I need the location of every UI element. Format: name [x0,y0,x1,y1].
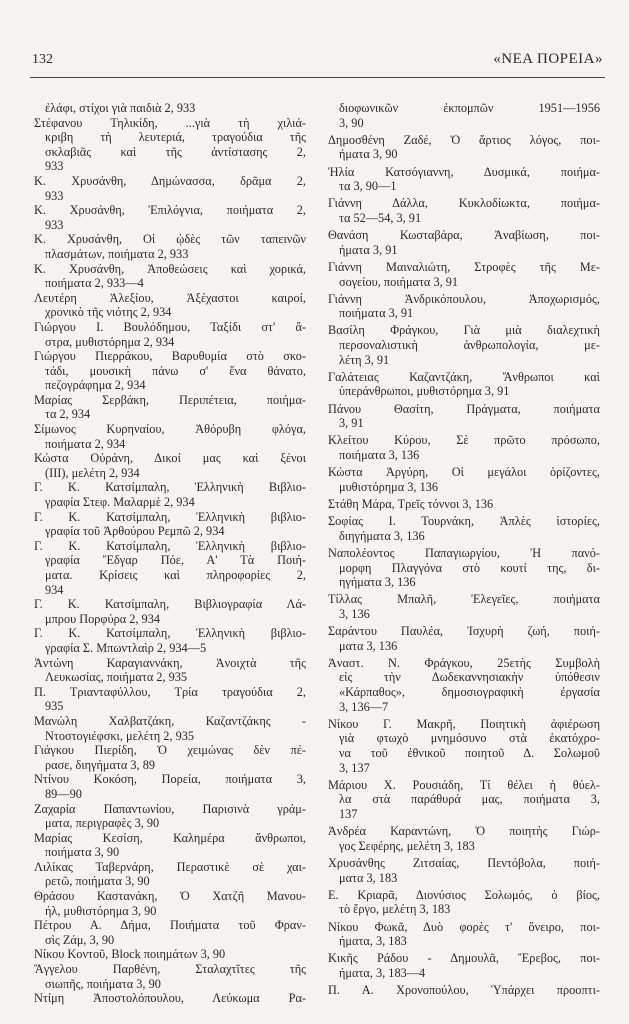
entry-line: ματα. Κρίσεις καὶ πληροφορίες 2, [45,568,306,582]
entry-line: 934 [45,582,64,597]
entry-line: Ντοστογιέφσκι, μελέτη 2, 935 [45,728,195,743]
entry-line: 3, 91 [339,416,364,431]
entry-line: ματα, περιγραφὲς 3, 90 [45,816,160,831]
entry-line: Γιάννη Ἀνδρικόπουλου, Ἀποχωρισμός, [328,291,600,306]
entry-line: ποιήματα 2, 933—4 [45,276,144,291]
entry-line: γος Σεφέρης, μελέτη 3, 183 [339,838,475,853]
entry-line: να τοῦ ἐθνικοῦ ποιητοῦ Δ. Σολωμοῦ [339,746,600,761]
header-rule [30,77,605,78]
entry-line: Στέφανου Τηλικίδη, ...γιὰ τὴ χιλιά- [34,115,306,130]
entry-line: 89—90 [45,786,82,801]
entry-line: Κώστα Οὐράνη, Δικοί μας καὶ ξένοι [34,451,306,466]
entry-line: Γ. Κ. Κατσίμπαλη, Ἑλληνικὴ βιβλιο- [34,509,306,524]
index-entry [328,497,600,512]
entry-line: σογείου, ποιήματα 3, 91 [339,274,459,289]
entry-line: ποιήματα 2, 934 [45,436,126,451]
entry-line: Λιλίκας Ταβερνάρη, Περαστικὲ σὲ χαι- [34,859,306,874]
entry-line: Γιώργου Πιερράκου, Βαρυθυμία στὸ σκο- [34,349,306,364]
entry-line: Ε. Κριαρᾶ, Διονύσιος Σολωμός, ὁ βίος, [328,887,600,902]
entry-line: Δημοσθένη Ζαδέ, Ὁ ἄρτιος λόγος, ποι- [328,132,600,147]
entry-line: Κλείτου Κύρου, Σὲ πρῶτο πρόσωπο, [328,433,600,448]
index-entry [34,480,306,509]
left-column [34,101,306,1006]
index-entry [34,772,306,801]
index-entry [34,656,306,685]
entry-line: «Κάρπαθος», δημοσιογραφικὴ ἐργασία [339,685,600,700]
entry-line: Γιώργου Ι. Βουλόδημου, Ταξίδι στ' ἄ- [34,319,306,334]
entry-line: Γιάννη Μαιναλιώτη, Στροφὲς τῆς Με- [328,259,600,274]
entry-line: σκλαβιᾶς καὶ τῆς ἀντίστασης 2, [45,144,306,159]
index-entry [328,624,600,653]
entry-line: ματα 3, 183 [339,870,398,885]
index-entry [328,983,600,998]
entry-line: Ντίμη Ἀποστολόπουλου, Λεύκωμα Ρα- [34,991,306,1006]
entry-line: τὸ ἔργο, μελέτη 3, 183 [339,902,451,917]
entry-line: λέτη 3, 91 [339,352,390,367]
index-entry [328,546,600,590]
index-entry [34,451,306,480]
entry-line: Πάνου Θασίτη, Πράγματα, ποιήματα [328,401,600,416]
index-entry [34,831,306,860]
entry-line: ηγήματα 3, 136 [339,575,416,590]
entry-line: ποιήματα 3, 90 [45,845,120,860]
entry-line: ήματα 3, 90 [339,147,398,162]
index-entry [34,510,306,539]
entry-line: γραφία Σ. Μπωντλαὶρ 2, 934—5 [45,640,207,655]
index-entry [34,685,306,714]
index-entry [34,291,306,320]
index-entry [328,402,600,431]
entry-line: μυθιστόρημα 3, 136 [339,479,439,494]
entry-line: Λευτέρη Ἀλεξίου, Ἀξέχαστοι καιροί, [34,290,306,305]
index-entry [34,860,306,889]
index-entry [34,203,306,232]
entry-line: (ΙΙΙ), μελέτη 2, 934 [45,465,140,480]
index-entry [328,951,600,980]
index-entry [328,165,600,194]
entry-line: ὑπεράνθρωποι, μυθιστόρημα 3, 91 [339,384,510,399]
entry-line: Ναπολέοντος Παπαγιωργίου, Ἡ πανό- [328,545,600,560]
journal-title: «ΝΕΑ ΠΟΡΕΙΑ» [493,51,603,67]
entry-line: ἐλάφι, στίχοι γιὰ παιδιὰ 2, 933 [45,101,196,115]
entry-line: ρασε, διηγήματα 3, 89 [45,757,156,772]
entry-line: σὶς Ζάμ, 3, 90 [45,932,115,947]
entry-line: διηγήματα 3, 136 [339,528,425,543]
index-entry [328,433,600,462]
index-entry [34,918,306,947]
index-entry [34,889,306,918]
index-entry [328,717,600,775]
index-entry [328,824,600,853]
index-entry [328,514,600,543]
entry-line: Ἀναστ. Ν. Φράγκου, 25ετὴς Συμβολὴ [328,655,600,670]
index-entry [328,920,600,949]
entry-line: Νίκου Φωκᾶ, Δυὸ φορὲς τ' ὄνειρο, ποι- [328,919,600,934]
entry-line: 933 [45,217,64,232]
entry-line: 933 [45,188,64,203]
entry-line: Γ. Κ. Κατσίμπαλη, Ἑλληνικὴ βιβλιο- [34,538,306,553]
entry-line: Ντίνου Κοκόση, Πορεία, ποιήματα 3, [34,772,306,787]
entry-line: Μάριου Χ. Ρουσιάδη, Τί θέλει ἡ θύελ- [328,777,600,792]
index-entry [34,393,306,422]
entry-line: Γαλάτειας Καζαντζάκη, Ἄνθρωποι καὶ [328,369,600,384]
entry-line: Σοφίας Ι. Τουρνάκη, Ἁπλὲς ἱστορίες, [328,514,600,529]
index-entry [34,991,306,1006]
entry-line: Π. Τριανταφύλλου, Τρία τραγούδια 2, [34,684,306,699]
entry-line: Π. Α. Χρονοπούλου, Ὑπάρχει προοπτι- [328,983,600,998]
index-entry [34,802,306,831]
entry-line: γραφία Ἔδγαρ Πόε, Α' Τὰ Ποιή- [45,553,306,568]
entry-line: 933 [45,159,64,174]
index-entry [34,116,306,174]
entry-line: Ἀνδρέα Καραντώνη, Ὁ ποιητὴς Γιώρ- [328,824,600,839]
index-entry [34,232,306,261]
entry-line: ποιήματα 3, 91 [339,306,414,321]
entry-line: ήματα, 3, 183—4 [339,965,426,980]
entry-line: Κ. Χρυσάνθη, Δημώνασσα, δρᾶμα 2, [34,173,306,188]
entry-line: πλασμάτων, ποιήματα 2, 933 [45,246,189,261]
entry-line: Γ. Κ. Κατσίμπαλη, Ἑλληνικὴ Βιβλιο- [34,480,306,495]
entry-line: τάδι, μουσικὴ πάνω σ' ἕνα θάνατο, [45,363,306,378]
index-entry [328,592,600,621]
entry-line: γραφία Στεφ. Μαλαρμὲ 2, 934 [45,495,195,510]
entry-line: Μαρίας Σερβάκη, Περιπέτεια, ποιήμα- [34,392,306,407]
index-entry [34,101,306,116]
entry-line: ματα 3, 136 [339,638,398,653]
index-entry [34,962,306,991]
entry-line: Κ. Χρυσάνθη, Ἀποθεώσεις καὶ χορικά, [34,261,306,276]
entry-line: 3, 136 [339,606,370,621]
entry-line: Γιάγκου Πιερίδη, Ὁ χειμώνας δὲν πέ- [34,743,306,758]
entry-line: Γ. Κ. Κατσίμπαλη, Ἑλληνικὴ βιβλιο- [34,626,306,641]
index-entry [34,320,306,349]
index-entry [34,597,306,626]
entry-line: Ζαχαρία Παπαντωνίου, Παρισινὰ γράμ- [34,801,306,816]
entry-line: χρονικὸ τῆς νιότης 2, 934 [45,305,172,320]
entry-line: ήματα 3, 91 [339,242,398,257]
entry-line: Μανώλη Χαλβατζάκη, Καζαντζάκης - [34,713,306,728]
entry-line: τα 52—54, 3, 91 [339,210,422,225]
entry-line: εἰς τὴν Δωδεκαννησιακὴν ὑπόθεσιν [339,670,600,685]
entry-line: ήματα, 3, 183 [339,934,407,949]
entry-line: Θράσου Καστανάκη, Ὁ Χατζῆ Μανου- [34,889,306,904]
entry-line: Βασίλη Φράγκου, Γιὰ μιὰ διαλεχτικὴ [328,323,600,338]
entry-line: Κ. Χρυσάνθη, Οἱ ᾠδὲς τῶν ταπεινῶν [34,232,306,247]
index-entry [34,174,306,203]
index-entry [328,260,600,289]
entry-line: Γ. Κ. Κατσίμπαλη, Βιβλιογραφία Λά- [34,597,306,612]
page-number: 132 [32,52,53,67]
entry-line: Στάθη Μάρα, Τρεῖς τόννοι 3, 136 [328,496,494,511]
index-entry [34,539,306,597]
entry-line: κριβη τὴ λευτεριά, τραγούδια τῆς [45,130,306,145]
entry-line: 3, 90 [339,115,364,130]
entry-line: Σαράντου Παυλέα, Ἰσχυρὴ ζωή, ποιή- [328,624,600,639]
index-entry [34,714,306,743]
entry-line: μπρου Πορφύρα 2, 934 [45,611,160,626]
entry-line: 137 [339,807,358,821]
entry-line: μορφη Πλαγγόνα στὸ κουτί της, δι- [339,560,600,575]
entry-line: Χρυσάνθης Ζιτσαίας, Πεντόβολα, ποιή- [328,855,600,870]
index-entry [328,370,600,399]
entry-line: 3, 137 [339,760,370,775]
index-entry [328,778,600,822]
entry-line: γραφία τοῦ Ἀρθούρου Ρεμπῶ 2, 934 [45,524,225,539]
index-entry [328,196,600,225]
index-entry [34,422,306,451]
right-column [328,101,600,1000]
index-entry [34,262,306,291]
entry-line: ρετῶ, ποιήματα 3, 90 [45,874,150,889]
entry-line: ήλ, μυθιστόρημα 3, 90 [45,903,157,918]
entry-line: Γιάννη Δάλλα, Κυκλοδίωκτα, ποιήμα- [328,196,600,211]
index-entry [328,465,600,494]
index-entry [34,349,306,393]
index-entry [328,323,600,367]
entry-line: Κικῆς Ράδου - Δημουλᾶ, Ἔρεβος, ποι- [328,951,600,966]
entry-line: Μαρίας Κεσίση, Καλημέρα ἄνθρωποι, [34,830,306,845]
entry-line: Πέτρου Α. Δήμα, Ποιήματα τοῦ Φραν- [34,918,306,933]
index-entry [328,888,600,917]
index-entry [328,656,600,714]
entry-line: Κώστα Ἀργύρη, Οἱ μεγάλοι ὁρίζοντες, [328,465,600,480]
index-entry [328,133,600,162]
index-entry [328,101,600,130]
entry-line: Ἠλία Κατσόγιαννη, Δυσμικά, ποιήμα- [328,164,600,179]
entry-line: στρα, μυθιστόρημα 2, 934 [45,334,175,349]
index-entry [34,947,306,962]
entry-line: Λευκωσίας, ποιήματα 2, 935 [45,670,188,685]
entry-line: τα 3, 90—1 [339,179,397,194]
entry-line: περσοναλιστικὴ ἀνθρωπολογία, με- [339,338,600,353]
entry-line: Κ. Χρυσάνθη, Ἐπιλόγνια, ποιήματα 2, [34,203,306,218]
index-entry [328,292,600,321]
entry-line: Ἄγγελου Παρθένη, Σταλαχτῖτες τῆς [34,962,306,977]
entry-line: διοφωνικῶν ἐκπομπῶν 1951—1956 [339,101,600,115]
entry-line: πεζογράφημα 2, 934 [45,378,146,393]
entry-line: Θανάση Κωσταβάρα, Ἀναβίωση, ποι- [328,228,600,243]
entry-line: Ἀντώνη Καραγιαννάκη, Ἀνοιχτὰ τῆς [34,655,306,670]
index-entry [328,856,600,885]
index-entry [34,743,306,772]
entry-line: ποιήματα 3, 136 [339,448,420,462]
entry-line: 3, 136—7 [339,699,389,714]
index-entry [34,626,306,655]
entry-line: Σίμωνος Κυρηναίου, Ἀθόρυβη φλόγα, [34,422,306,437]
entry-line: σιωπῆς, ποιήματα 3, 90 [45,976,161,991]
entry-line: λα στὰ παράθυρά μας, ποιήματα 3, [339,792,600,807]
entry-line: Νίκου Γ. Μακρῆ, Ποιητικὴ ἀφιέρωση [328,716,600,731]
entry-line: 935 [45,699,64,714]
entry-line: Τίλλας Μπαλῆ, Ἐλεγεῖες, ποιήματα [328,592,600,607]
entry-line: γιὰ φτωχὸ μνημόσυνο στὰ ἑκατόχρο- [339,731,600,746]
entry-line: τα 2, 934 [45,407,91,422]
entry-line: Νίκου Κοντοῦ, Block ποιημάτων 3, 90 [34,947,226,962]
index-entry [328,228,600,257]
